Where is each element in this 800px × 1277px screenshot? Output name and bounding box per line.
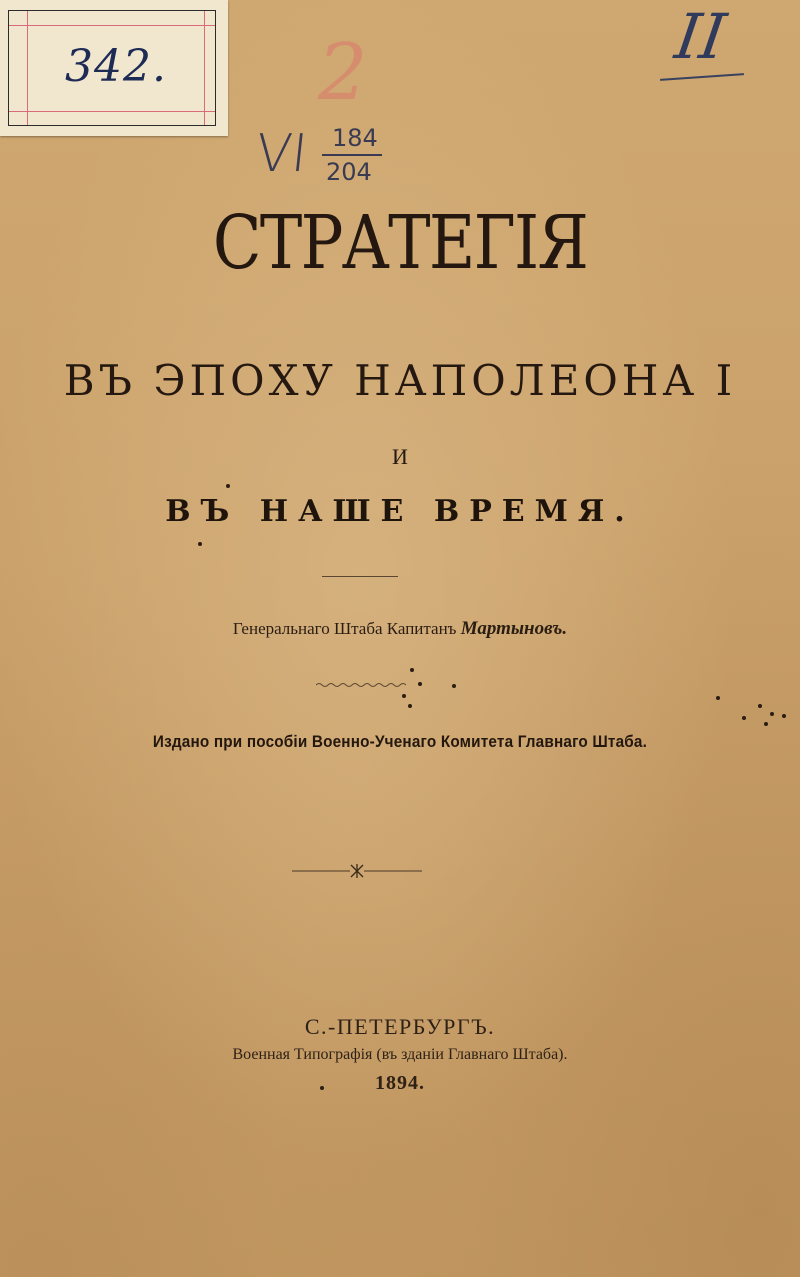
corner-mark: II [670, 0, 731, 73]
paper-speck [198, 542, 202, 546]
shelf-fraction-top: 184 [332, 124, 378, 152]
author-rank: Генеральнаго Штаба Капитанъ [232, 619, 457, 638]
paper-speck [418, 682, 422, 686]
imprint-press: Военная Типографія (въ зданіи Главнаго Штаба). [232, 1046, 568, 1063]
paper-speck [226, 484, 230, 488]
imprint-city: С.-ПЕТЕРБУРГЪ. [304, 1014, 496, 1039]
book-subtitle-2: ВЪ НАШЕ ВРЕМЯ. [165, 494, 635, 529]
red-pencil-mark: 2 [318, 28, 368, 118]
label-number: 342. [65, 41, 167, 92]
library-label [0, 0, 228, 136]
paper-speck [742, 716, 746, 720]
ornament-divider [292, 862, 422, 880]
paper-speck [758, 704, 762, 708]
paper-speck [782, 714, 786, 718]
paper-speck [320, 1086, 324, 1090]
book-title: СТРАТЕГІЯ [212, 200, 588, 286]
paper-speck [770, 712, 774, 716]
paper-speck [410, 668, 414, 672]
shelf-mark: VI [252, 124, 311, 184]
label-frame [8, 10, 216, 126]
author-name: Мартыновъ. [460, 618, 568, 639]
paper-speck [764, 722, 768, 726]
book-subtitle: ВЪ ЭПОХУ НАПОЛЕОНА I [63, 356, 737, 405]
author-line [0, 618, 800, 640]
paper-speck [716, 696, 720, 700]
paper-speck [452, 684, 456, 688]
paper-speck [402, 694, 406, 698]
publication-note: Издано при пособіи Военно-Ученаго Комитета Главнаго Штаба. [152, 732, 648, 751]
imprint-year: 1894. [375, 1072, 425, 1094]
shelf-fraction-line [322, 154, 382, 156]
wavy-rule [316, 680, 406, 690]
separator-rule [322, 576, 398, 577]
corner-mark-underline [660, 73, 744, 81]
conjunction: И [392, 444, 408, 469]
shelf-fraction-bottom: 204 [326, 158, 372, 186]
paper-speck [408, 704, 412, 708]
